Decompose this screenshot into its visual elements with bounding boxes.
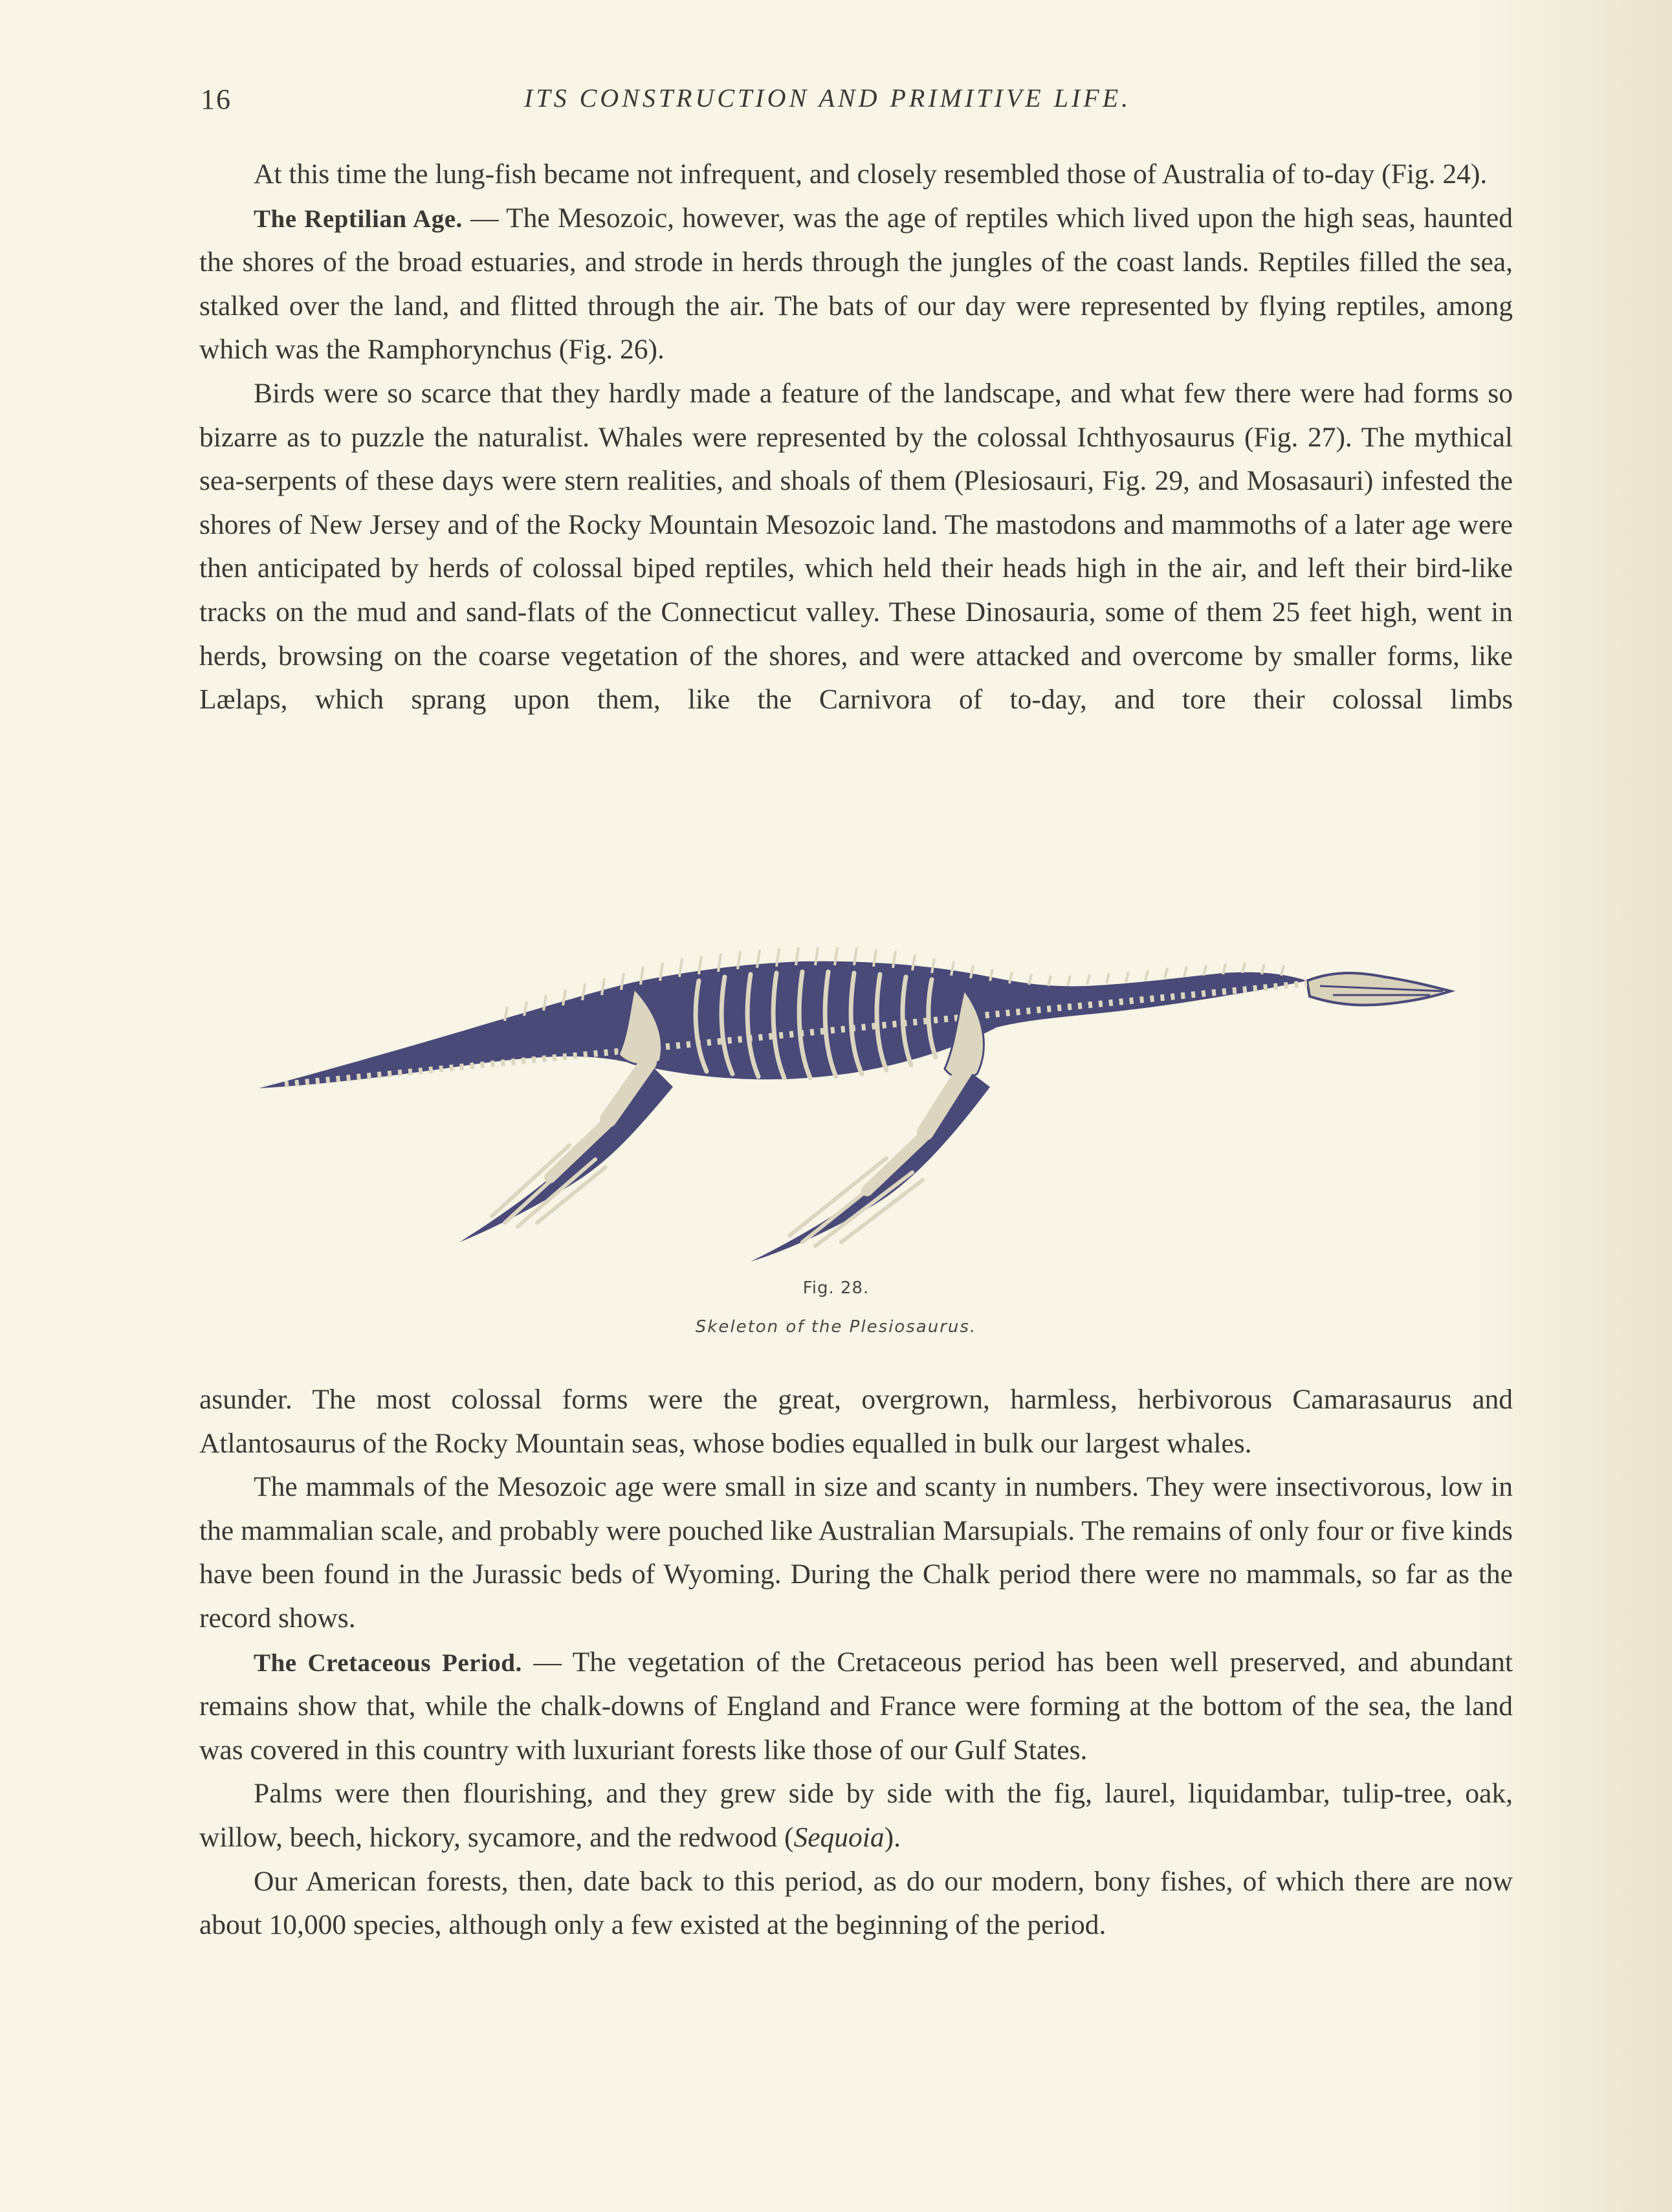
hind-flipper xyxy=(459,1061,673,1242)
section-heading-cretaceous-period: The Cretaceous Period. xyxy=(254,1648,522,1677)
paragraph-text: — The Mesozoic, however, was the age of reptiles which lived upon the high seas, haunted the shores of the broad estuaries, and strode in herds through the jungles of the coast lands. Reptiles filled the sea, stalked over the land, and flitted through the air. The bats of our day were represented by flying reptiles, among which was the Ramphorynchus (Fig. 26). xyxy=(199,202,1513,366)
paragraph-text: Birds were so scarce that they hardly made a feature of the landscape, and what few there were had forms so bizarre as to puzzle the naturalist. Whales were represented by the colossal Ichthyosaurus (Fig. 27). The mythical sea-serpents of these days were stern realities, and shoals of them (Plesiosauri, Fig. 29, and Mosasauri) infested the shores of New Jersey and of the Rocky Mountain Mesozoic land. The mastodons and mammoths of a later age were then anticipated by herds of colossal biped reptiles, which held their heads high in the air, and left their bird-like tracks on the mud and sand-flats of the Connecticut valley. These Dinosauria, some of them 25 feet high, went in herds, browsing on the coarse vegetation of the shores, and were attacked and overcome by smaller forms, like Lælaps, which sprang upon them, like the Carnivora of to-day, and tore their colossal limbs xyxy=(199,377,1513,716)
plesiosaurus-skeleton-illustration xyxy=(246,919,1462,1281)
paragraph-lung-fish xyxy=(199,153,1513,197)
paragraph-asunder xyxy=(199,1378,1513,1465)
figure-number: Fig. 28. xyxy=(802,1278,870,1298)
paragraph-text: ). xyxy=(884,1821,901,1853)
italic-term-sequoia: Sequoia xyxy=(793,1821,885,1853)
section-heading-reptilian-age: The Reptilian Age. xyxy=(254,204,463,233)
paragraph-palms xyxy=(199,1772,1513,1859)
text-block-bottom xyxy=(199,1378,1513,1947)
paragraph-reptilian-age xyxy=(199,197,1513,372)
running-head-title: ITS CONSTRUCTION AND PRIMITIVE LIFE. xyxy=(524,83,1132,113)
paragraph-birds xyxy=(199,372,1513,722)
paragraph-text: The mammals of the Mesozoic age were small in size and scanty in numbers. They were insectivorous, low in the mammalian scale, and probably were pouched like Australian Marsupials. The remains of only four or five kinds have been found in the Jurassic beds of Wyoming. During the Chalk period there were no mammals, so far as the record shows. xyxy=(199,1471,1513,1634)
paragraph-mammals xyxy=(199,1465,1513,1640)
paragraph-text: Palms were then flourishing, and they grew side by side with the fig, laurel, liquidambar, tulip-tree, oak, willow, beech, hickory, sycamore, and the redwood ( xyxy=(199,1778,1513,1853)
paragraph-text: asunder. The most colossal forms were the great, overgrown, harmless, herbivorous Camarasaurus and Atlantosaurus of the Rocky Mountain seas, whose bodies equalled in bulk our largest whales. xyxy=(199,1384,1513,1459)
figure-plesiosaurus xyxy=(246,919,1462,1281)
paragraph-cretaceous-period xyxy=(199,1641,1513,1773)
running-head xyxy=(201,83,1514,122)
figure-caption: Skeleton of the Plesiosaurus. xyxy=(695,1317,977,1337)
paragraph-text: Our American forests, then, date back to this period, as do our modern, bony fishes, of which there are now about 10,000 species, although only a few existed at the beginning of the period. xyxy=(199,1865,1513,1941)
paragraph-text: At this time the lung-fish became not infrequent, and closely resembled those of Australia of to-day (Fig. 24). xyxy=(254,159,1488,190)
text-block-top xyxy=(199,153,1513,722)
paragraph-american-forests xyxy=(199,1860,1513,1947)
fore-flipper xyxy=(751,1068,990,1262)
page-number: 16 xyxy=(201,83,232,115)
paragraph-text: — The vegetation of the Cretaceous period has been well preserved, and abundant remains show that, while the chalk-downs of England and France were forming at the bottom of the sea, the land was covered in this country with luxuriant forests like those of our Gulf States. xyxy=(199,1646,1513,1766)
